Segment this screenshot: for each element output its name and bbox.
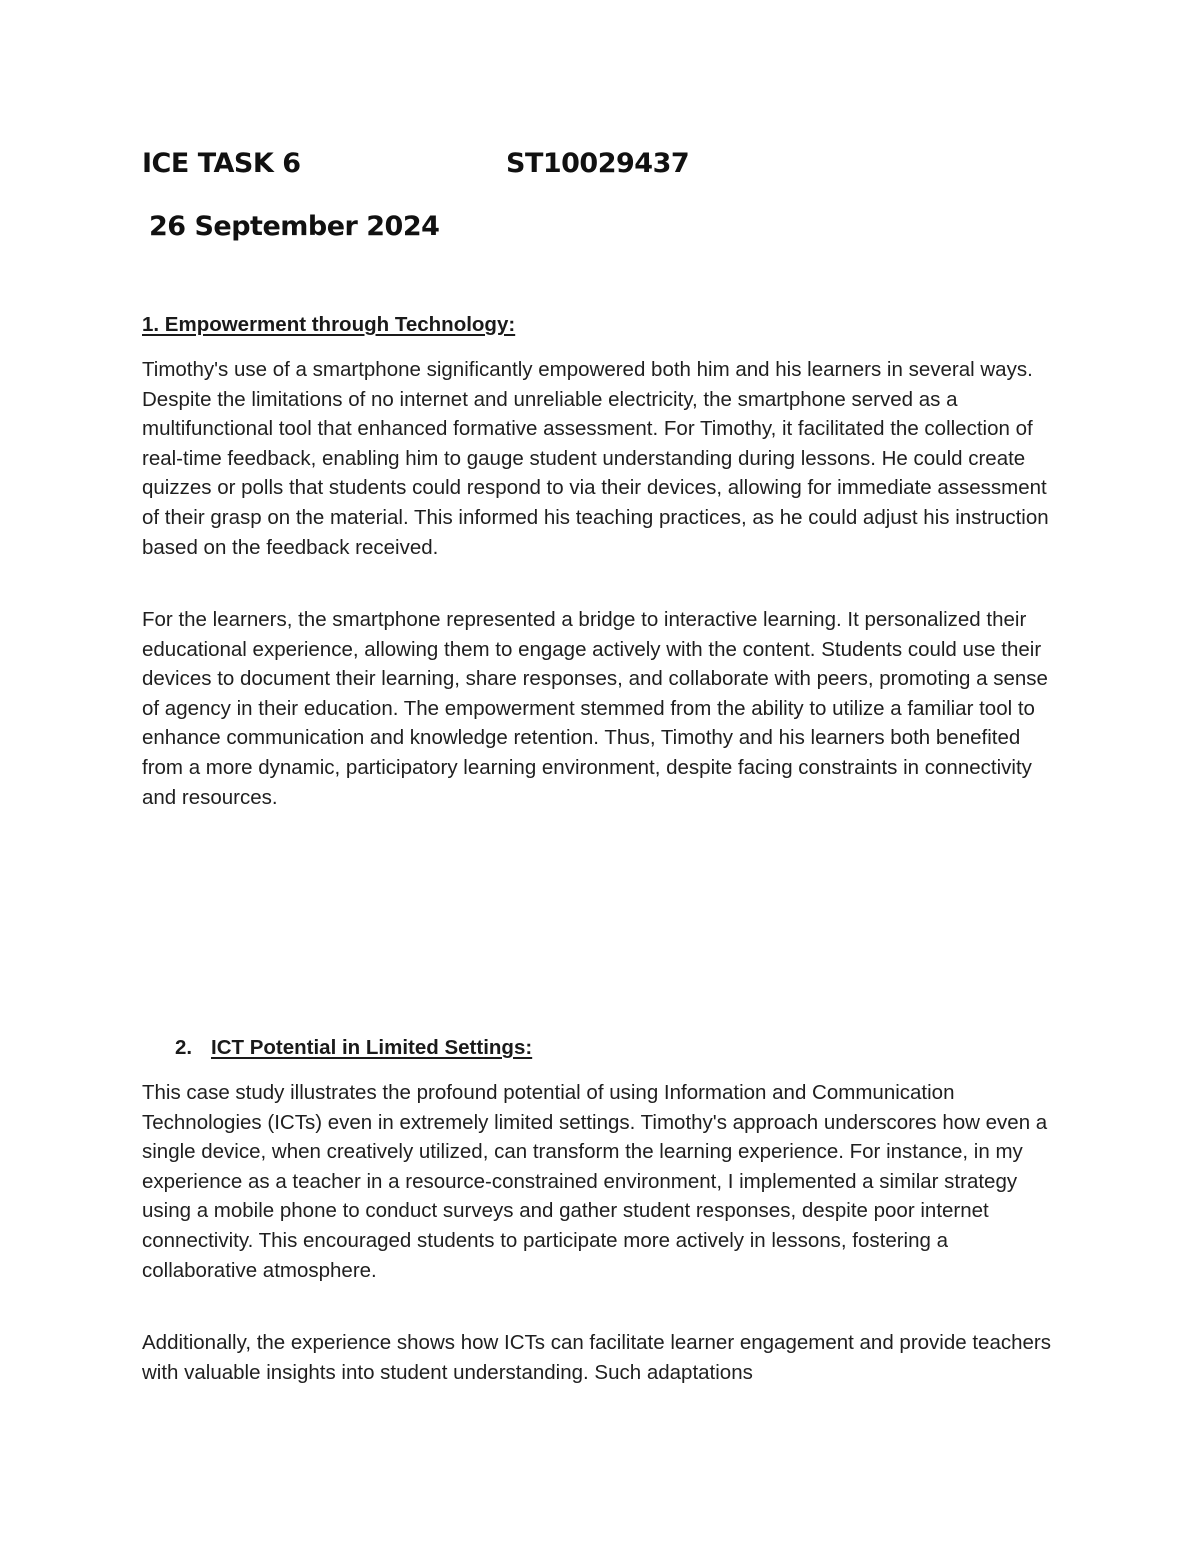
document-date: 26 September 2024 <box>149 211 440 242</box>
section1-paragraph-2: For the learners, the smartphone represented a bridge to interactive learning. It personalized their educational experience, allowing them to engage actively with the content. Students could use their devices to document their learning, share responses, and collaborate with peers, promoting a sense of agency in their education. The empowerment stemmed from the ability to utilize a familiar tool to enhance communication and knowledge retention. Thus, Timothy and his learners both benefited from a more dynamic, participatory learning environment, despite facing constraints in connectivity and resources. <box>142 608 1048 809</box>
section1-paragraph-1: Timothy's use of a smartphone significantly empowered both him and his learners in several ways. Despite the limitations of no internet and unreliable electricity, the smartphone served as a multifunctional tool that enhanced formative assessment. For Timothy, it facilitated the collection of real-time feedback, enabling him to gauge student understanding during lessons. He could create quizzes or polls that students could respond to via their devices, allowing for immediate assessment of their grasp on the material. This informed his teaching practices, as he could adjust his instruction based on the feedback received. <box>142 358 1049 559</box>
section2-heading <box>175 1036 532 1060</box>
title-row <box>142 148 842 188</box>
section2-number: 2. <box>175 1036 193 1059</box>
section2-paragraph-1: This case study illustrates the profound potential of using Information and Communication Technologies (ICTs) even in extremely limited settings. Timothy's approach underscores how even a single device, when creatively utilized, can transform the learning experience. For instance, in my experience as a teacher in a resource-constrained environment, I implemented a similar strategy using a mobile phone to conduct surveys and gather student responses, despite poor internet connectivity. This encouraged students to participate more actively in lessons, fostering a collaborative atmosphere. <box>142 1081 1048 1282</box>
section2-paragraph-2: Additionally, the experience shows how ICTs can facilitate learner engagement and provide teachers with valuable insights into student understanding. Such adaptations <box>142 1331 1051 1384</box>
section2-heading-text: ICT Potential in Limited Settings: <box>211 1036 533 1059</box>
section1-heading: 1. Empowerment through Technology: <box>142 313 516 336</box>
task-title: ICE TASK 6 <box>142 148 301 179</box>
student-number: ST10029437 <box>506 148 690 179</box>
